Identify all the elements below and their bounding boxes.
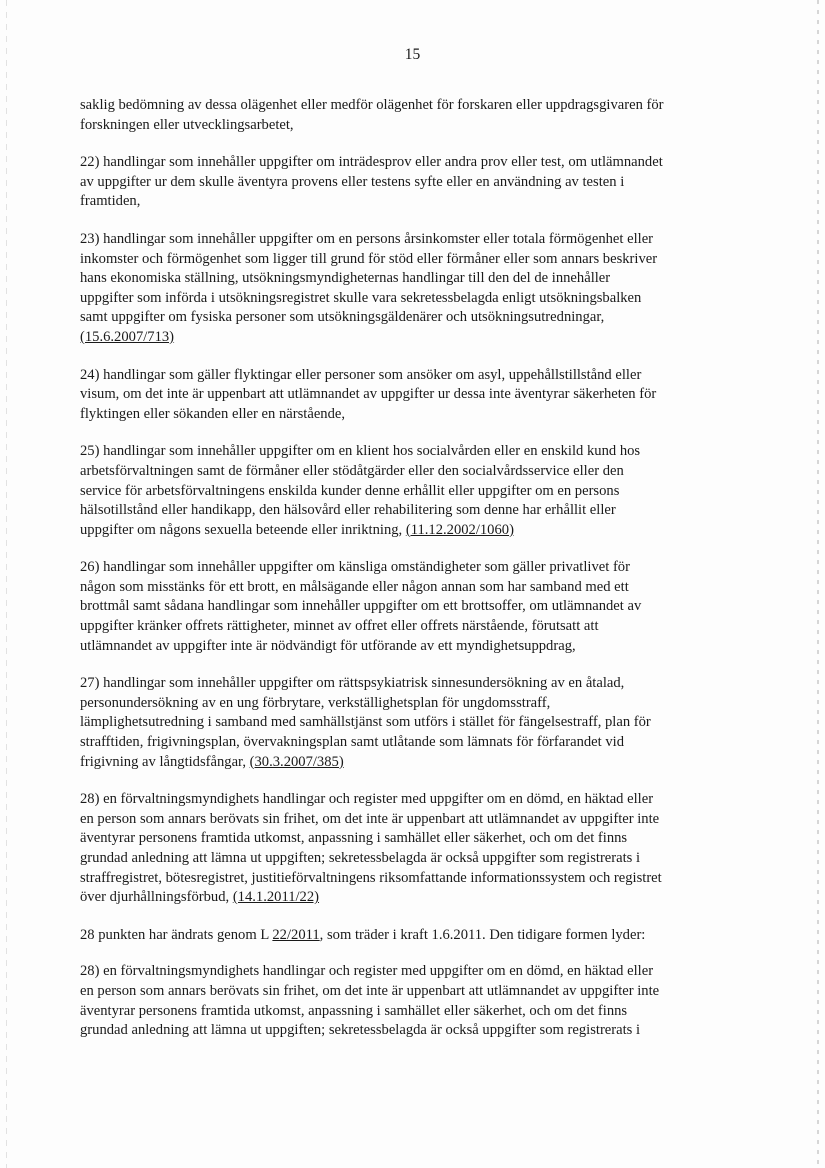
paragraph-text: 26) handlingar som innehåller uppgifter om känsliga omständigheter som gäller privatlivet för någon som misstänks för ett brott, en målsägande eller någon annan som har samband med ett brottmål samt sådana handlingar som innehåller uppgifter om ett brottsoffer, om utlämnandet av uppgifter kränker offrets rättigheter, minnet av offret eller offrets närstående, förutsatt att utlämnandet av uppgifter inte är nödvändigt för utförande av ett myndighetsuppdrag, (80, 559, 642, 654)
paragraph-text: 28) en förvaltningsmyndighets handlingar och register med uppgifter om en dömd, en häktad eller en person som annars berövats sin frihet, om det inte är uppenbart att utlämnandet av uppgifter inte äventyrar personens framtida utkomst, anpassning i samhället eller säkerhet, och om det finns grundad anledning att lämna ut uppgiften; sekretessbelagda är också uppgifter som registrerats i (80, 963, 660, 1039)
paragraph-text: 22) handlingar som innehåller uppgifter om inträdesprov eller andra prov eller test, om utlämnandet av uppgifter ur dem skulle äventyra provens eller testens syfte eller en användning av testen i framtiden, (80, 154, 663, 210)
page-number: 15 (404, 46, 421, 63)
paragraph-text: 24) handlingar som gäller flyktingar eller personer som ansöker om asyl, uppehållstillstånd eller visum, om det inte är uppenbart att utlämnandet av uppgifter ur dessa inte äventyrar säkerheten för flyktingen eller sökanden eller en närstående, (80, 366, 657, 422)
paragraph-item-28 (80, 790, 748, 908)
paragraph-item-25 (80, 442, 748, 540)
paragraph-text: 23) handlingar som innehåller uppgifter om en persons årsinkomster eller totala förmögenhet eller inkomster och förmögenhet som ligger till grund för stöd eller förmåner eller som annars beskriver hans ekonomiska ställning, utsökningsmyndigheternas handlingar till den del de innehåller uppgifter som införda i utsökningsregistret skulle vara sekretessbelagda enligt utsökningsbalken samt uppgifter om fysiska personer som utsökningsgäldenärer och utsökningsutredningar, (80, 230, 658, 326)
statute-reference-link[interactable]: (11.12.2002/1060) (405, 521, 514, 538)
paragraph-continuation (80, 96, 748, 135)
paragraph-item-22 (80, 153, 748, 212)
paragraph-text: 25) handlingar som innehåller uppgifter om en klient hos socialvården eller en enskild kund hos arbetsförvaltningen samt de förmåner eller stödåtgärder eller den socialvårdsservice eller den service för arbetsförvaltningens enskilda kunder denne erhållit eller uppgifter om en persons hälsotillstånd eller handikapp, den hälsovård eller rehabilitering som denne har erhållit eller uppgifter om någons sexuella beteende eller inriktning, (80, 443, 641, 538)
statute-reference-link[interactable]: (14.1.2011/22) (232, 889, 320, 906)
paragraph-text: 27) handlingar som innehåller uppgifter om rättspsykiatrisk sinnesundersökning av en åtalad, personundersökning av en ung förbrytare, verkställighetsplan för ungdomsstraff, lämplighetsutredning i samband med samhällstjänst som utförs i stället för fängelsestraff, plan för strafftiden, frigivningsplan, övervakningsplan samt utlåtande som lämnats för förfarandet vid frigivning av långtidsfångar, (80, 675, 651, 770)
amendment-text-after: , som träder i kraft 1.6.2011. Den tidigare formen lyder: (319, 926, 646, 943)
scan-edge-left (6, 0, 7, 1168)
statute-reference-link[interactable]: (15.6.2007/713) (80, 328, 175, 345)
previous-form-paragraph (80, 962, 748, 1040)
paragraph-item-27 (80, 674, 748, 772)
amendment-note (80, 926, 748, 946)
scan-edge-right (817, 0, 819, 1168)
paragraph-text: 28) en förvaltningsmyndighets handlingar och register med uppgifter om en dömd, en häktad eller en person som annars berövats sin frihet, om det inte är uppenbart att utlämnandet av uppgifter inte äventyrar personens framtida utkomst, anpassning i samhället eller säkerhet, och om det finns grundad anledning att lämna ut uppgiften; sekretessbelagda är också uppgifter som registrerats i straffregistret, bötesregistret, justitieförvaltningens riksomfattande informationssystem och registret över djurhållningsförbud, (80, 791, 662, 906)
paragraph-item-23 (80, 230, 748, 348)
paragraph-text: saklig bedömning av dessa olägenhet eller medför olägenhet för forskaren eller uppdragsgivaren för forskningen eller utvecklingsarbetet, (80, 97, 664, 133)
amendment-law-link[interactable]: 22/2011 (272, 926, 320, 943)
paragraph-item-26 (80, 558, 748, 656)
document-body (80, 96, 748, 1059)
paragraph-item-24 (80, 366, 748, 425)
statute-reference-link[interactable]: (30.3.2007/385) (249, 753, 344, 770)
amendment-text-before: 28 punkten har ändrats genom L (80, 926, 273, 943)
